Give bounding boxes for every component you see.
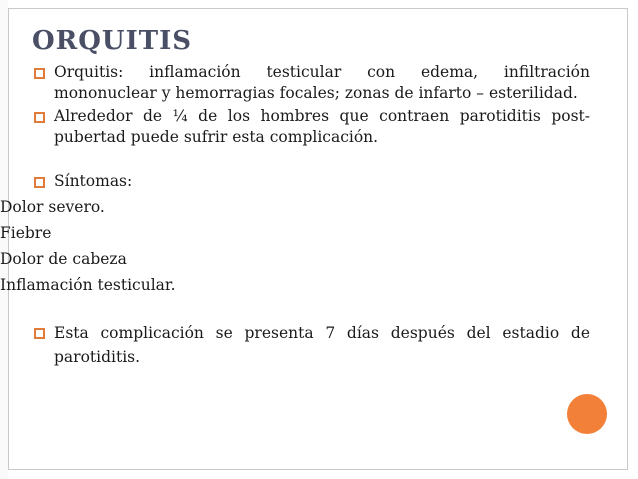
- bullet-icon: [34, 68, 45, 79]
- symptoms-heading: Síntomas:: [54, 172, 133, 190]
- slide-title: ORQUITIS: [32, 26, 193, 56]
- symptom-item: Dolor severo.: [0, 198, 105, 216]
- bullet-icon: [34, 112, 45, 123]
- bullet-text: Alrededor de ¼ de los hombres que contraen parotiditis post-pubertad puede sufrir esta complicación.: [54, 107, 590, 146]
- bullet-item: [34, 321, 590, 369]
- bullet-icon: [34, 328, 45, 339]
- symptom-item: Dolor de cabeza: [0, 250, 127, 268]
- symptom-item: Inflamación testicular.: [0, 276, 176, 294]
- bullet-item: [34, 62, 590, 104]
- bullet-text: Orquitis: inflamación testicular con edema, infiltración mononuclear y hemorragias focales; zonas de infarto – esterilidad.: [54, 63, 590, 102]
- bullet-text: Esta complicación se presenta 7 días después del estadio de parotiditis.: [54, 324, 590, 366]
- symptom-item: Fiebre: [0, 224, 52, 242]
- decorative-orange-circle: [567, 394, 607, 434]
- bullet-icon: [34, 177, 45, 188]
- bullet-item: [34, 106, 590, 148]
- slide-content: [0, 62, 590, 369]
- bullet-item-symptoms: [34, 171, 590, 192]
